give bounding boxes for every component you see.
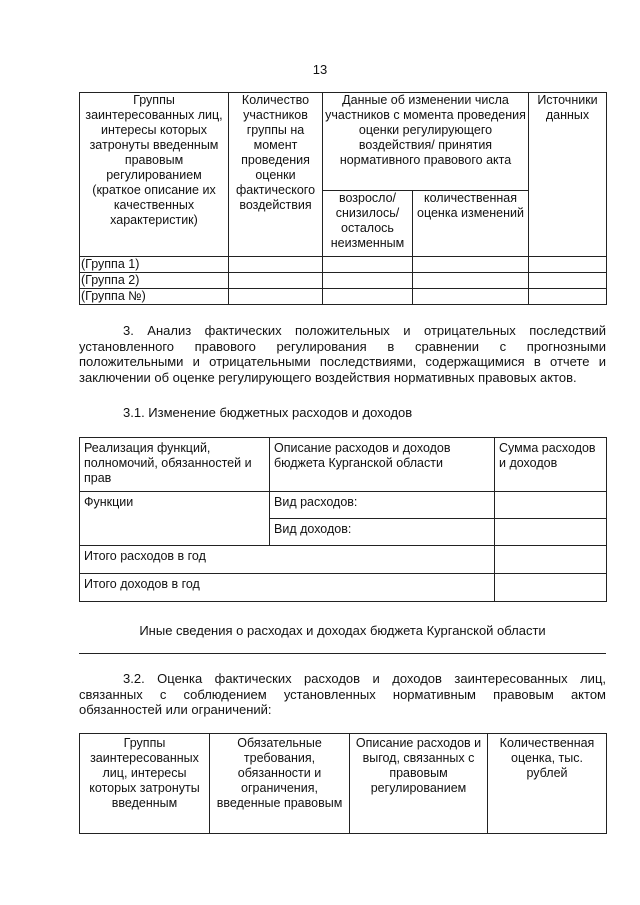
- table-row: [80, 289, 607, 305]
- t2-total-income: Итого доходов в год: [80, 574, 495, 602]
- table-row: [80, 273, 607, 289]
- t2-expenses-type: Вид расходов:: [270, 492, 495, 519]
- table-row: [80, 257, 607, 273]
- table-row: [80, 546, 607, 574]
- t1-header-changes: Данные об изменении числа участников с момента проведения оценки регулирующего воздействия/ принятия нормативного правового акта: [323, 93, 529, 191]
- t2-header-functions: Реализация функций, полномочий, обязанностей и прав: [80, 438, 270, 492]
- t3-header-requirements: Обязательные требования, обязанности и ограничения, введенные правовым: [210, 734, 350, 834]
- t3-header-description: Описание расходов и выгод, связанных с правовым регулированием: [350, 734, 488, 834]
- table-row: [80, 574, 607, 602]
- t2-income-type: Вид доходов:: [270, 519, 495, 546]
- t1-header-count: Количество участников группы на момент проведения оценки фактического воздействия: [229, 93, 323, 257]
- t3-header-assessment: Количественная оценка, тыс. рублей: [488, 734, 607, 834]
- t2-functions-cell: Функции: [80, 492, 270, 546]
- budget-table: [79, 437, 607, 602]
- t2-total-expenses: Итого расходов в год: [80, 546, 495, 574]
- stakeholder-costs-table: [79, 733, 607, 834]
- t1-header-sources: Источники данных: [529, 93, 607, 257]
- t3-header-groups: Группы заинтересованных лиц, интересы которых затронуты введенным: [80, 734, 210, 834]
- section-3-2-paragraph: 3.2. Оценка фактических расходов и доходов заинтересованных лиц, связанных с соблюдением установленных нормативным правовым актом обязанностей или ограничений:: [79, 671, 606, 717]
- t1-row-label: (Группа 2): [80, 273, 229, 289]
- t1-row-label: (Группа №): [80, 289, 229, 305]
- t1-header-direction: возросло/ снизилось/ осталось неизменным: [323, 191, 413, 257]
- t2-header-sum: Сумма расходов и доходов: [495, 438, 607, 492]
- table-row: [80, 492, 607, 519]
- other-info-line: Иные сведения о расходах и доходах бюджета Курганской области: [139, 623, 546, 638]
- t1-header-groups: Группы заинтересованных лиц, интересы которых затронуты введенным правовым регулированием (краткое описание их качественных характеристик): [80, 93, 229, 257]
- page-number: 13: [312, 62, 328, 77]
- t1-row-label: (Группа 1): [80, 257, 229, 273]
- t1-header-quantitative: количественная оценка изменений: [413, 191, 529, 257]
- section-3-paragraph: 3. Анализ фактических положительных и отрицательных последствий установленного правового регулирования в сравнении с прогнозными положительными и отрицательными последствиями, содержащимися в отчете и заключении об оценке регулирующего воздействия нормативных правовых актов.: [79, 323, 606, 385]
- stakeholder-groups-table: [79, 92, 607, 305]
- t2-header-description: Описание расходов и доходов бюджета Курганской области: [270, 438, 495, 492]
- section-3-1-heading: 3.1. Изменение бюджетных расходов и доходов: [123, 405, 413, 420]
- underline-rule: [79, 653, 606, 654]
